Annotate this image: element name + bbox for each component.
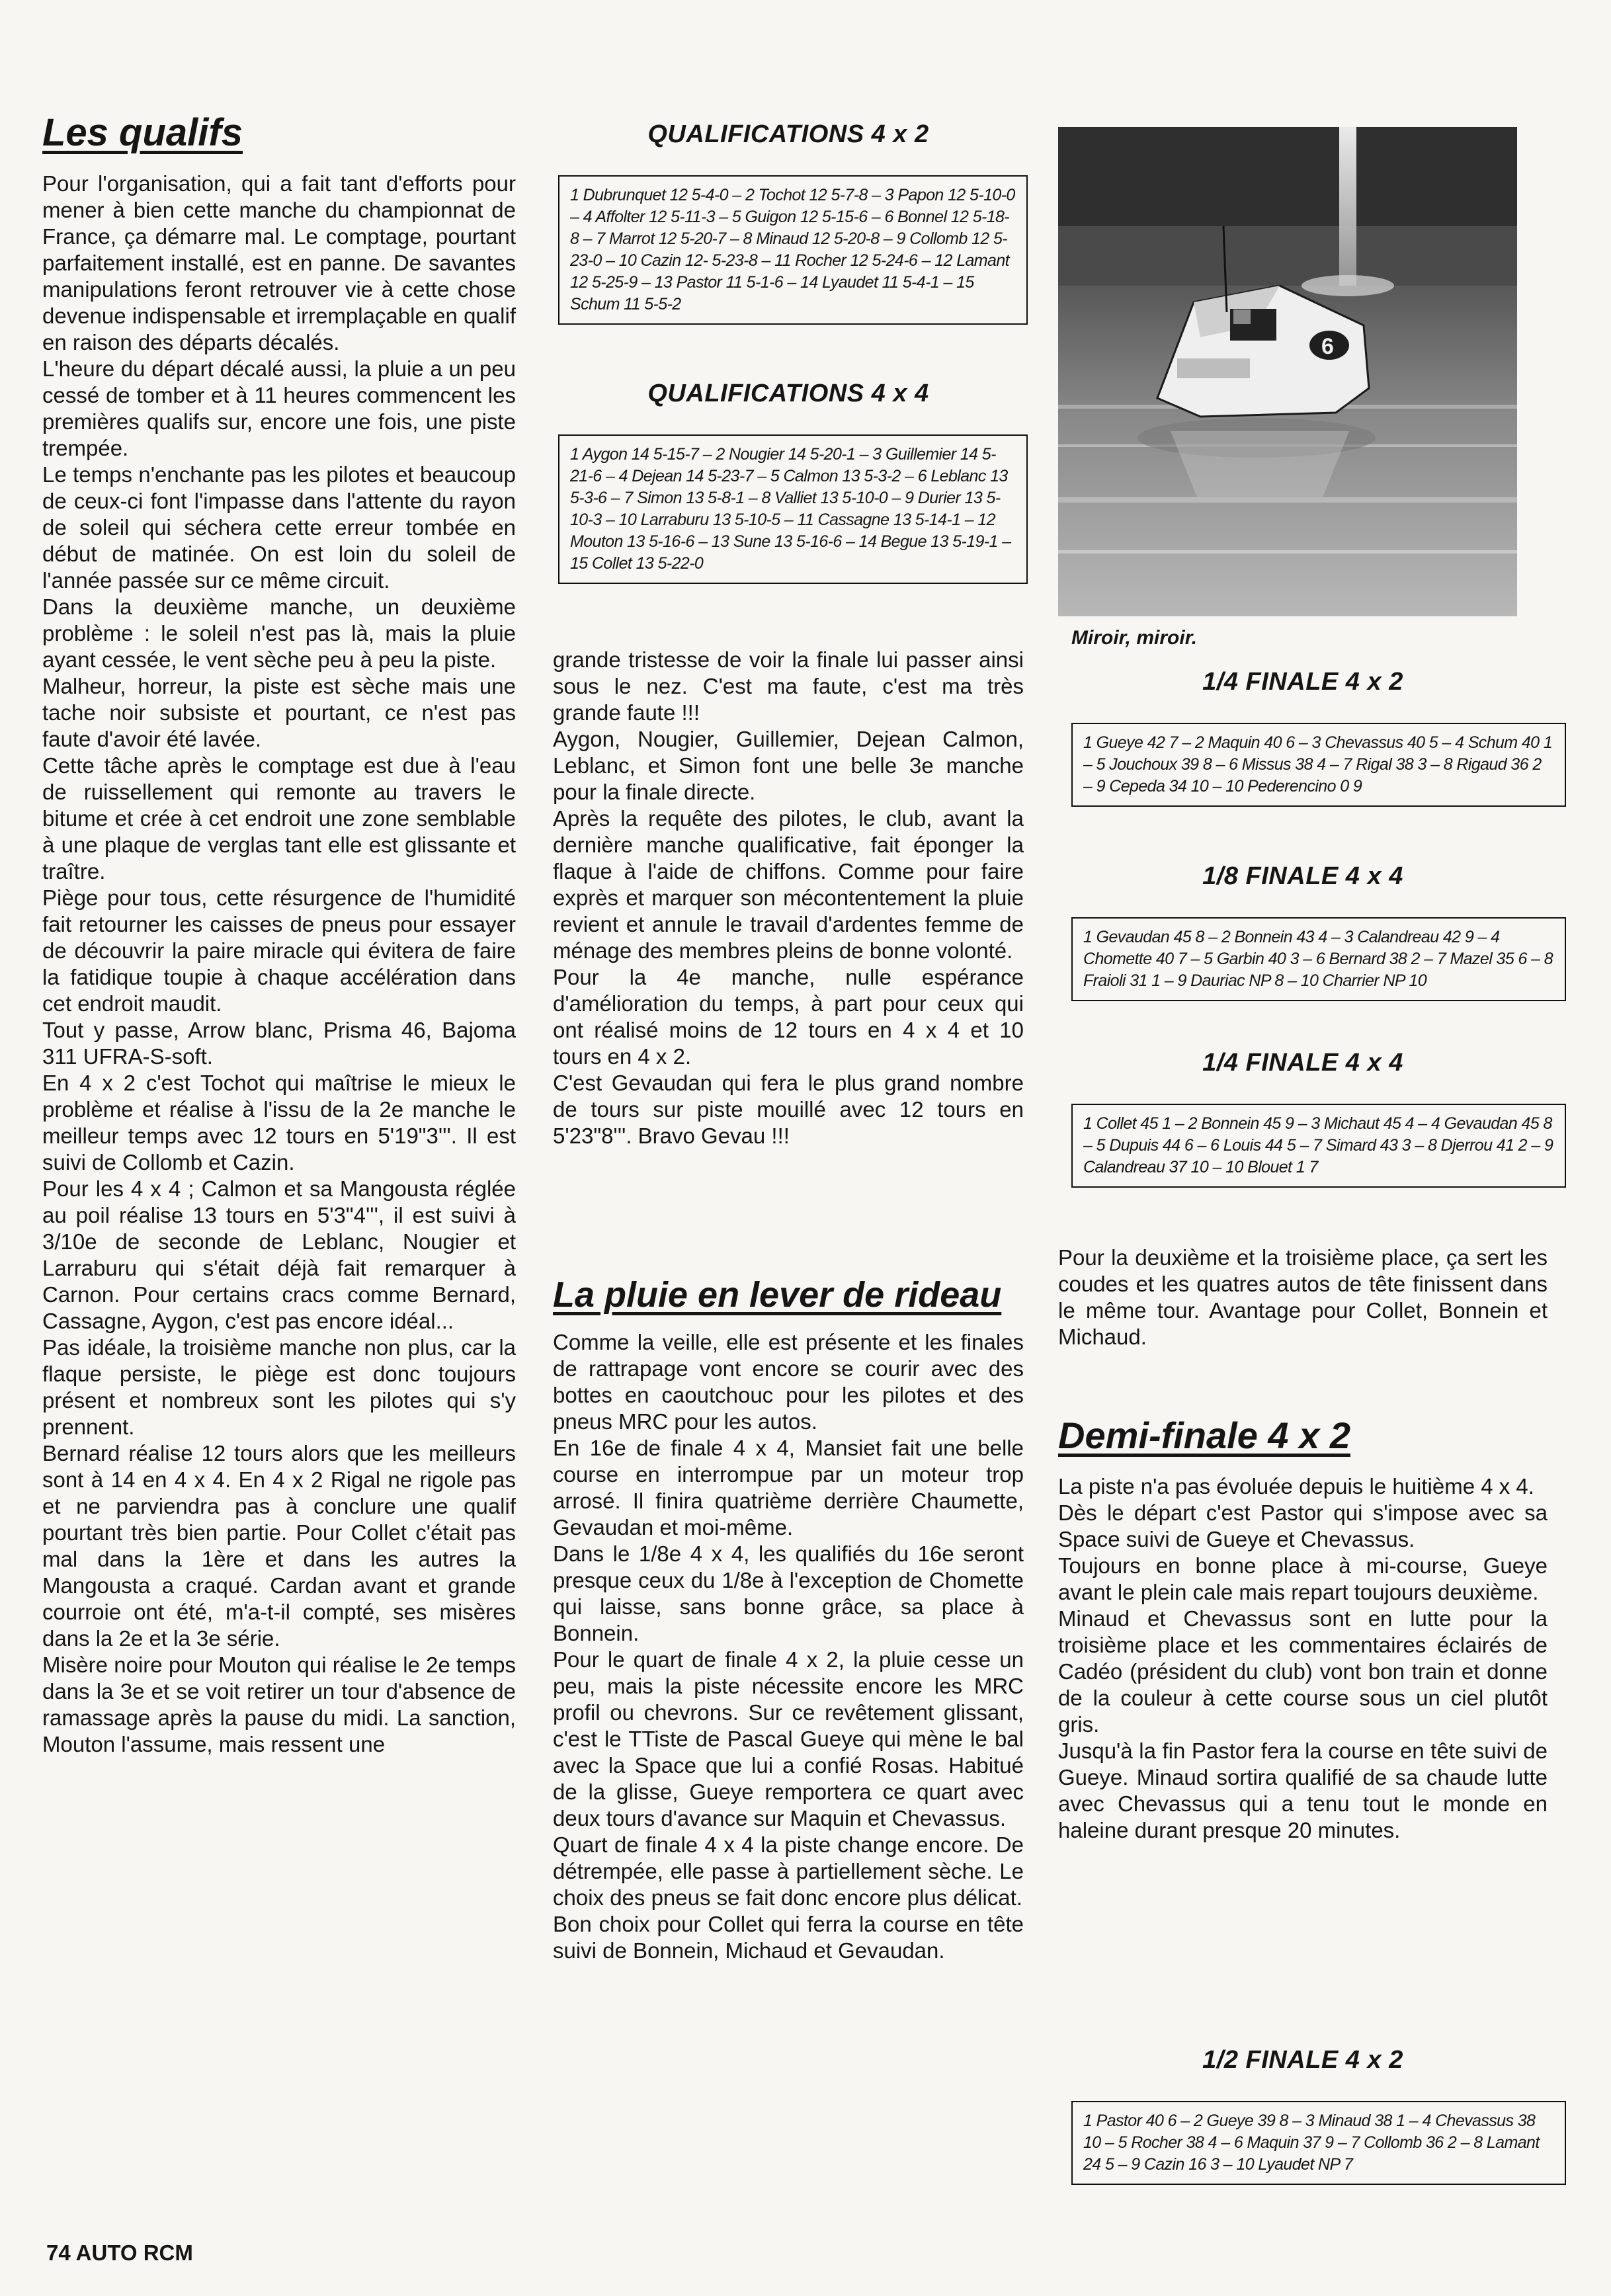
paragraph: Après la requête des pilotes, le club, avant la dernière manche qualificative, fait éponger la flaque à l'aide de chiffons. Comme pour faire exprès et marquer son mécontentement la pluie revient et annule le travail d'ardentes femme de ménage des membres pleins de bonne volonté. [553,806,1024,963]
photo-caption: Miroir, miroir. [1071,627,1198,649]
paragraph: L'heure du départ décalé aussi, la pluie a un peu cessé de tomber et à 11 heures commencent les premières qualifs sur, encore une fois, une piste trempée. [42,356,516,460]
results-title: 1/4 FINALE 4 x 4 [1202,1049,1403,1077]
results-title: QUALIFICATIONS 4 x 2 [647,120,929,148]
photo-rc-car-on-wet-track [1058,127,1517,616]
paragraph: Bon choix pour Collet qui ferra la course en tête suivi de Bonnein, Michaud et Gevaudan. [553,1912,1024,1963]
paragraph: En 4 x 2 c'est Tochot qui maîtrise le mieux le problème et réalise à l'issu de la 2e manche le meilleur temps avec 12 tours en 5'19"3'''. Il est suivi de Collomb et Cazin. [42,1071,516,1174]
qualifs-body [42,171,516,1758]
section-demi [1058,1414,1548,1844]
section-title-qualifs: Les qualifs [42,111,243,154]
paragraph: Tout y passe, Arrow blanc, Prisma 46, Bajoma 311 UFRA-S-soft. [42,1018,516,1069]
results-box: 1 Gevaudan 45 8 – 2 Bonnein 43 4 – 3 Calandreau 42 9 – 4 Chomette 40 7 – 5 Garbin 40 3 – 6 Bernard 38 2 – 7 Mazel 35 6 – 8 Fraioli 31 1 – 9 Dauriac NP 8 – 10 Charrier NP 10 [1071,917,1566,1001]
photo-image [1058,127,1517,616]
results-title: QUALIFICATIONS 4 x 4 [647,380,929,407]
results-qual-4x4 [553,380,1024,584]
paragraph: Jusqu'à la fin Pastor fera la course en tête suivi de Gueye. Minaud sortira qualifié de sa chaude lutte avec Chevassus qui a tenu tout le monde en haleine durant presque 20 minutes. [1058,1739,1548,1842]
paragraph: Malheur, horreur, la piste est sèche mais une tache noir subsiste et pourtant, ce n'est pas faute d'avoir été lavée. [42,674,516,751]
paragraph: grande tristesse de voir la finale lui passer ainsi sous le nez. C'est ma faute, c'est ma très grande faute !!! [553,647,1024,725]
paragraph: Pas idéale, la troisième manche non plus, car la flaque persiste, le piège est donc toujours présent et nombreux sont les pilotes qui s'y prennent. [42,1335,516,1439]
results-title: 1/2 FINALE 4 x 2 [1202,2046,1403,2074]
section-title-demi: Demi-finale 4 x 2 [1058,1414,1350,1456]
results-box: 1 Gueye 42 7 – 2 Maquin 40 6 – 3 Chevassus 40 5 – 4 Schum 40 1 – 5 Jouchoux 39 8 – 6 Missus 38 4 – 7 Rigal 38 3 – 8 Rigaud 36 2 – 9 Cepeda 34 10 – 10 Pederencino 0 9 [1071,723,1566,807]
paragraph: Dans la deuxième manche, un deuxième problème : le soleil n'est pas là, mais la pluie ayant cessée, le vent sèche peu à peu la piste. [42,594,516,672]
results-demi-4x2 [1058,2046,1548,2185]
results-title: 1/4 FINALE 4 x 2 [1202,668,1403,696]
paragraph: Le temps n'enchante pas les pilotes et beaucoup de ceux-ci font l'impasse dans l'attente du rayon de soleil qui séchera cette erreur tombée en début de matinée. On est loin du soleil de l'année passée sur ce même circuit. [42,462,516,593]
paragraph: Dans le 1/8e 4 x 4, les qualifiés du 16e seront presque ceux du 1/8e à l'exception de Chomette qui laisse, sans bonne grâce, sa place à Bonnein. [553,1541,1024,1645]
paragraph: Bernard réalise 12 tours alors que les meilleurs sont à 14 en 4 x 4. En 4 x 2 Rigal ne rigole pas et ne parviendra pas à conclure une qualif pourtant très bien partie. Pour Collet c'était pas mal dans la 1ère et dans les autres la Mangousta a craqué. Cardan avant et grande courroie ont été, m'a-t-il compté, ses misères dans la 2e et la 3e série. [42,1441,516,1651]
section-title-pluie: La pluie en lever de rideau [553,1275,1002,1315]
results-box: 1 Pastor 40 6 – 2 Gueye 39 8 – 3 Minaud 38 1 – 4 Chevassus 38 10 – 5 Rocher 38 4 – 6 Maquin 37 9 – 7 Collomb 36 2 – 8 Lamant 24 5 – 9 Cazin 16 3 – 10 Lyaudet NP 7 [1071,2101,1566,2185]
column-1 [42,111,516,1758]
paragraph: Pour la deuxième et la troisième place, ça sert les coudes et les quatres autos de tête finissent dans le même tour. Avantage pour Collet, Bonnein et Michaud. [1058,1245,1548,1349]
paragraph: Toujours en bonne place à mi-course, Gueye avant le plein cale mais repart toujours deuxième. [1058,1553,1548,1604]
paragraph: Misère noire pour Mouton qui réalise le 2e temps dans la 3e et se voit retirer un tour d'absence de ramassage après la pause du midi. La sanction, Mouton l'assume, mais ressent une [42,1653,516,1756]
demi-body [1058,1473,1548,1844]
paragraph: Cette tâche après le comptage est due à l'eau de ruissellement qui remonte au travers le bitume et crée à cet endroit une zone semblable à une plaque de verglas tant elle est glissante et traître. [42,753,516,883]
paragraph: Pour les 4 x 4 ; Calmon et sa Mangousta réglée au poil réalise 13 tours en 5'3"4''', il est suivi à 3/10e de seconde de Leblanc, Nougier et Larraburu qui s'était déjà fait remarquer à Carnon. Pour certains cracs comme Bernard, Cassagne, Aygon, c'est pas encore idéal... [42,1176,516,1333]
results-box: 1 Dubrunquet 12 5-4-0 – 2 Tochot 12 5-7-8 – 3 Papon 12 5-10-0 – 4 Affolter 12 5-11-3 – 5 Guigon 12 5-15-6 – 6 Bonnel 12 5-18-8 – 7 Marrot 12 5-20-7 – 8 Minaud 12 5-20-8 – 9 Collomb 12 5-23-0 – 10 Cazin 12- 5-23-8 – 11 Rocher 12 5-24-6 – 12 Lamant 12 5-25-9 – 13 Pastor 11 5-1-6 – 14 Lyaudet 11 5-4-1 – 15 Schum 11 5-5-2 [558,175,1028,325]
svg-text:6: 6 [1321,334,1334,359]
column-2-body [553,647,1024,1149]
paragraph: Minaud et Chevassus sont en lutte pour la troisième place et les commentaires éclairés de Cadéo (président du club) vont bon train et donne de la couleur à cette course sous un ciel plutôt gris. [1058,1606,1548,1737]
paragraph: En 16e de finale 4 x 4, Mansiet fait une belle course en interrompue par un moteur trop arrosé. Il finira quatrième derrière Chaumette, Gevaudan et moi-même. [553,1436,1024,1539]
results-quart-4x2 [1058,668,1553,807]
paragraph: Quart de finale 4 x 4 la piste change encore. De détrempée, elle passe à partiellement sèche. Le choix des pneus se fait donc encore plus délicat. [553,1832,1024,1910]
results-qual-4x2 [553,120,1024,325]
paragraph: Pour l'organisation, qui a fait tant d'efforts pour mener à bien cette manche du championnat de France, ça démarre mal. Le comptage, pourtant parfaitement installé, est en panne. De savantes manipulations feront retrouver vie à cette chose devenue indispensable et irremplaçable en qualif en raison des départs décalés. [42,171,516,354]
results-huitieme-4x4 [1058,862,1553,1001]
paragraph: Piège pour tous, cette résurgence de l'humidité fait retourner les caisses de pneus pour essayer de découvrir la paire miracle qui évitera de faire la fatidique toupie à chaque accélération dans cet endroit maudit. [42,885,516,1016]
section-pluie [553,1272,1024,1964]
paragraph: Comme la veille, elle est présente et les finales de rattrapage vont encore se courir avec des bottes en caoutchouc pour les pilotes et des pneus MRC pour les autos. [553,1330,1024,1434]
results-box: 1 Collet 45 1 – 2 Bonnein 45 9 – 3 Michaut 45 4 – 4 Gevaudan 45 8 – 5 Dupuis 44 6 – 6 Louis 44 5 – 7 Simard 43 3 – 8 Djerrou 41 2 – 9 Calandreau 37 10 – 10 Blouet 1 7 [1071,1104,1566,1188]
column-3-body [1058,1245,1548,1350]
pluie-body [553,1329,1024,1964]
paragraph: Pour le quart de finale 4 x 2, la pluie cesse un peu, mais la piste nécessite encore les MRC profil ou chevrons. Sur ce revêtement glissant, c'est le TTiste de Pascal Gueye qui mène le bal avec la Space que lui a confié Rosas. Habitué de la glisse, Gueye remportera ce quart avec deux tours d'avance sur Maquin et Chevassus. [553,1647,1024,1830]
paragraph: Pour la 4e manche, nulle espérance d'amélioration du temps, à part pour ceux qui ont réalisé moins de 12 tours en 4 x 4 et 10 tours en 4 x 2. [553,965,1024,1069]
paragraph: C'est Gevaudan qui fera le plus grand nombre de tours sur piste mouillé avec 12 tours en 5'23"8'''. Bravo Gevau !!! [553,1071,1024,1148]
results-quart-4x4 [1058,1049,1553,1188]
page-footer: 74 AUTO RCM [46,2240,193,2265]
paragraph: Dès le départ c'est Pastor qui s'impose avec sa Space suivi de Gueye et Chevassus. [1058,1500,1548,1551]
results-box: 1 Aygon 14 5-15-7 – 2 Nougier 14 5-20-1 – 3 Guillemier 14 5-21-6 – 4 Dejean 14 5-23-7 – 5 Calmon 13 5-3-2 – 6 Leblanc 13 5-3-6 – 7 Simon 13 5-8-1 – 8 Valliet 13 5-10-0 – 9 Durier 13 5-10-3 – 10 Larraburu 13 5-10-5 – 11 Cassagne 13 5-14-1 – 12 Mouton 13 5-16-6 – 13 Sune 13 5-16-6 – 14 Begue 13 5-19-1 – 15 Collet 13 5-22-0 [558,434,1028,584]
paragraph: La piste n'a pas évoluée depuis le huitième 4 x 4. [1058,1474,1534,1498]
paragraph: Aygon, Nougier, Guillemier, Dejean Calmon, Leblanc, et Simon font une belle 3e manche pour la finale directe. [553,727,1024,804]
results-title: 1/8 FINALE 4 x 4 [1202,862,1403,890]
